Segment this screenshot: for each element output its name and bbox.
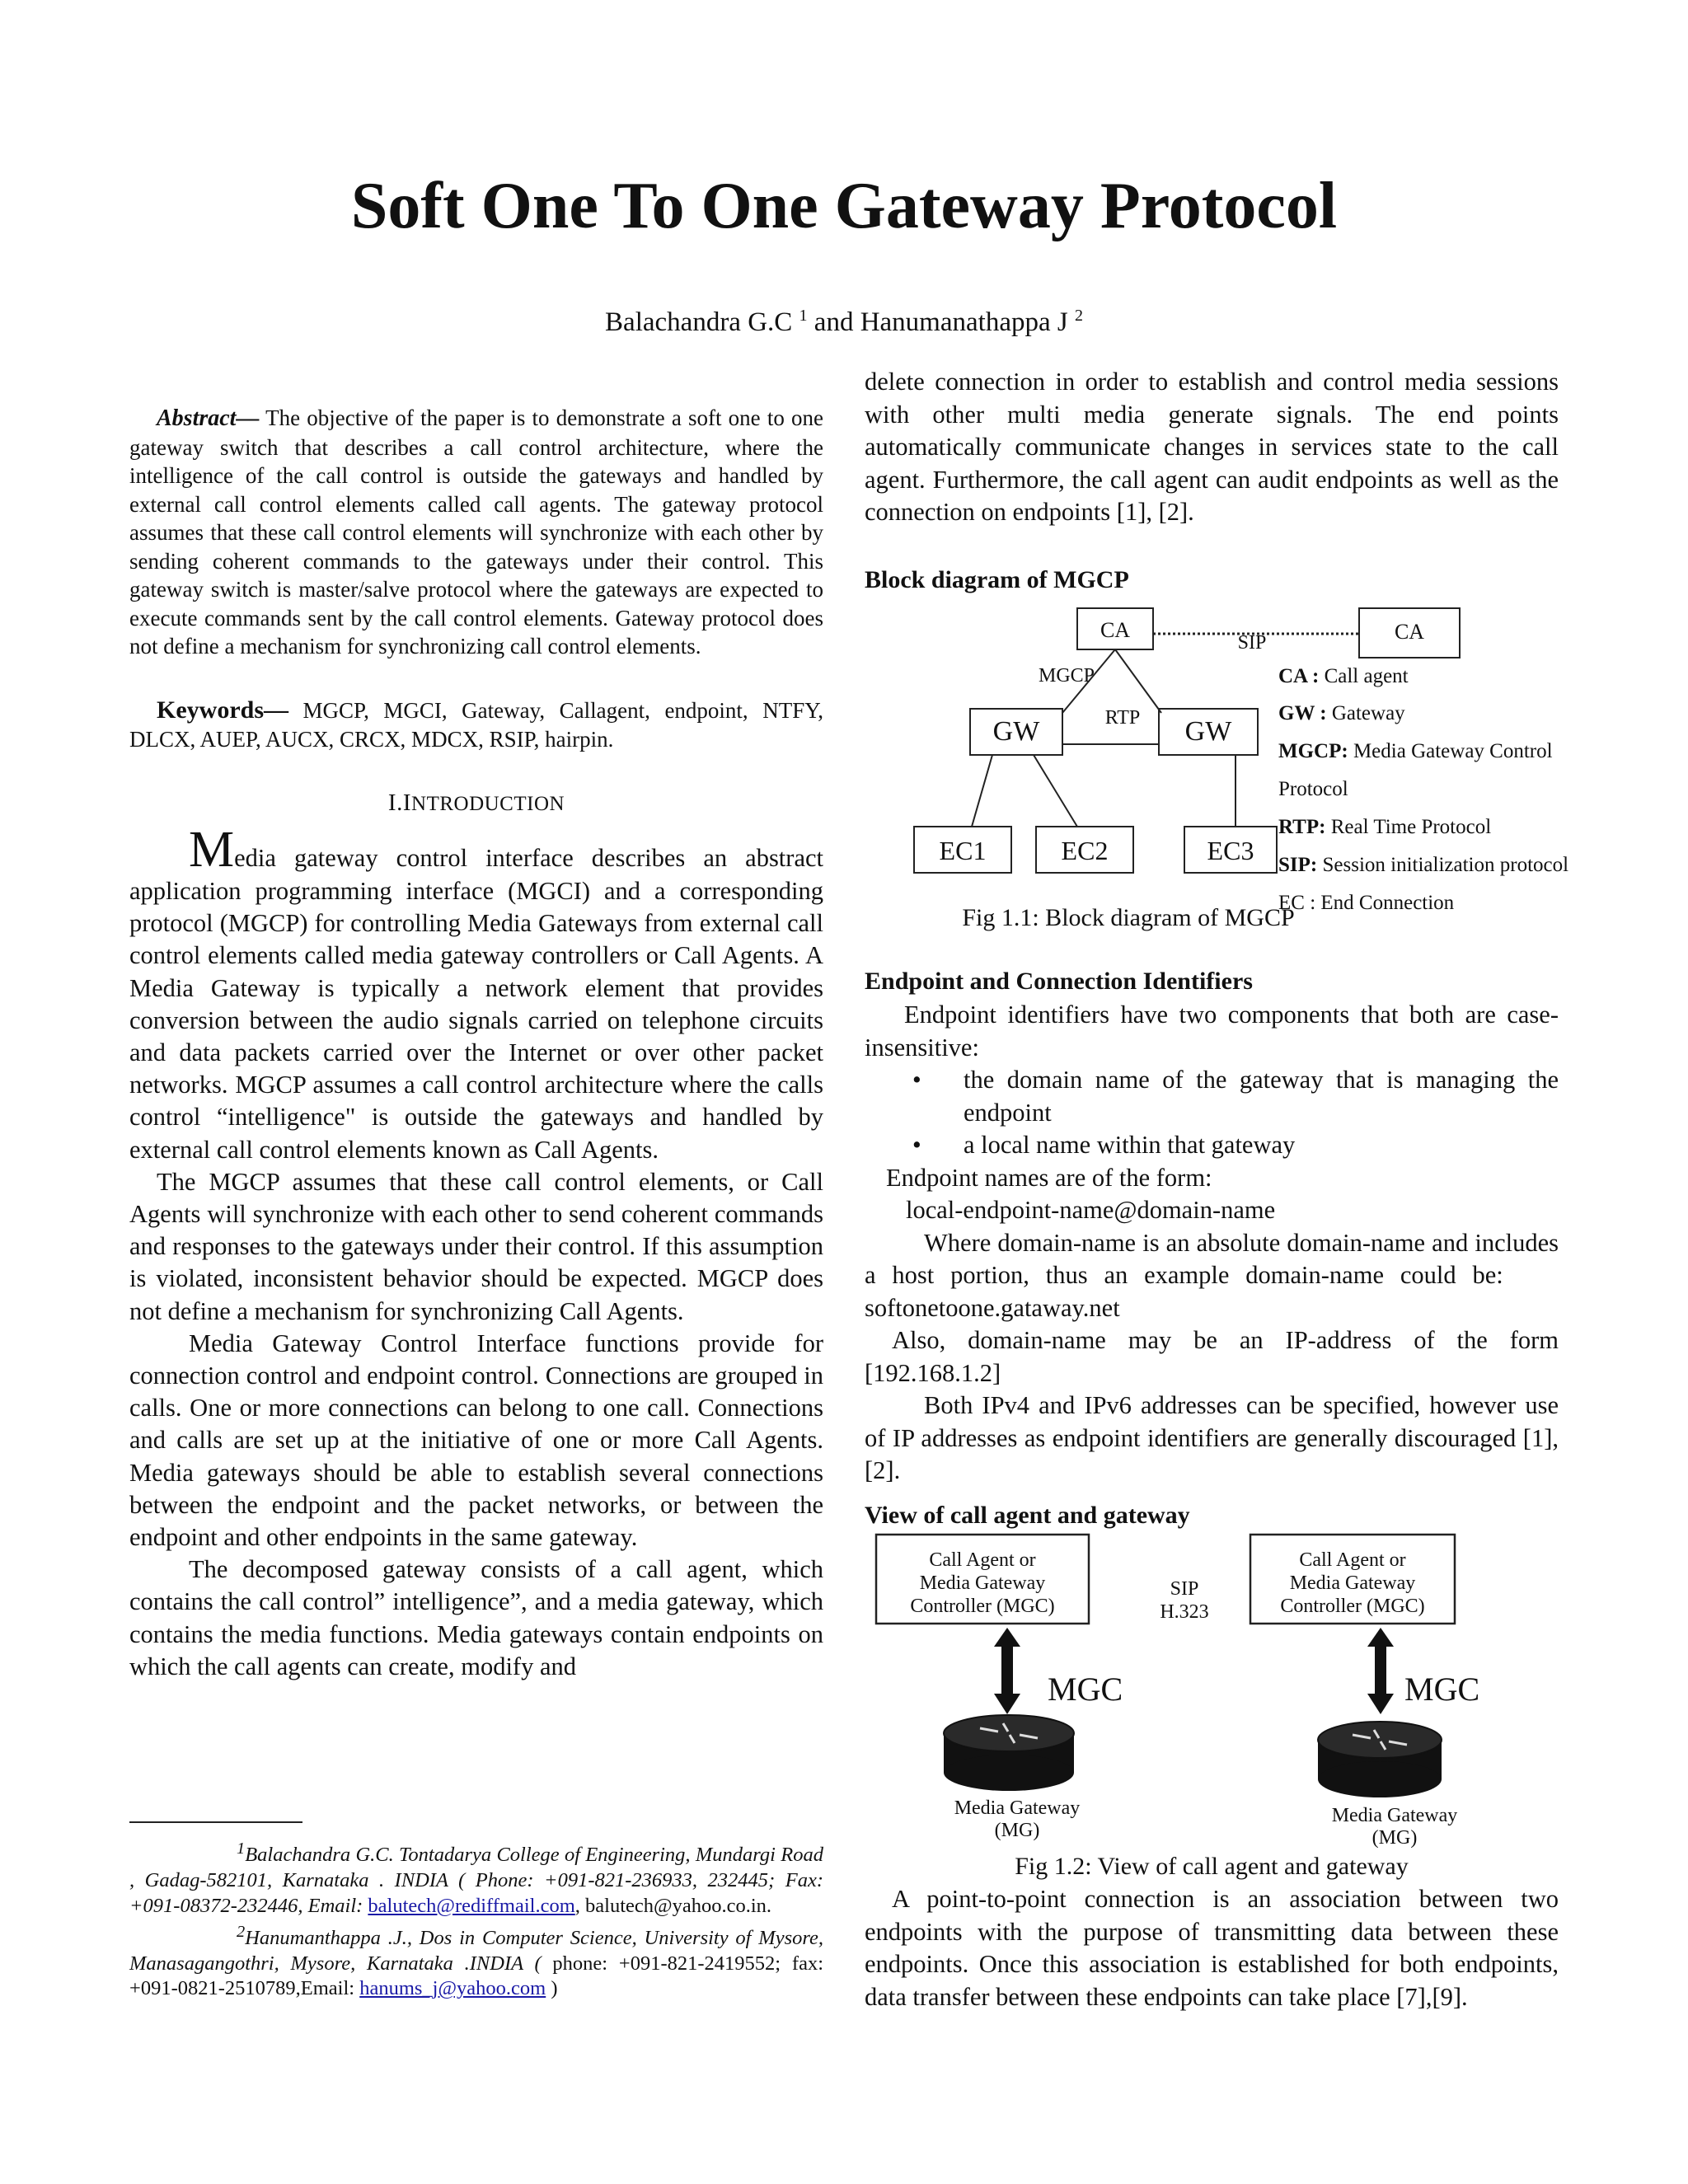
author-and: and bbox=[814, 307, 854, 337]
footnote-1 bbox=[129, 1836, 823, 1919]
arrow-left-down bbox=[994, 1694, 1020, 1714]
legend-ca-key: CA : bbox=[1278, 665, 1320, 687]
footnote-1-email-link[interactable]: balutech@rediffmail.com bbox=[368, 1894, 575, 1917]
arrow-right-down bbox=[1367, 1694, 1394, 1714]
mgc-right-line-1: Call Agent or bbox=[1299, 1549, 1406, 1571]
footnote-2-text: Hanumanthappa .J., Dos in Computer Science, University of Mysore, Manasagangothri, Mysore, Karnataka .INDIA ( bbox=[129, 1926, 823, 1975]
legend-gw-key: GW : bbox=[1278, 702, 1327, 724]
gw-right-label: GW bbox=[1184, 716, 1232, 747]
mgc-right-line-3: Controller (MGC) bbox=[1280, 1596, 1425, 1617]
rtp-label: RTP bbox=[1104, 707, 1141, 729]
block-diagram-heading: Block diagram of MGCP bbox=[865, 566, 1129, 593]
ca-right-label: CA bbox=[1394, 620, 1425, 644]
footnote-2-end: ) bbox=[551, 1977, 558, 2000]
intro-paragraph-3: Media Gateway Control Interface functions provide for connection control and endpoint control. Connections are grouped in calls. One or more connections can belong to one call. Connections and calls are set up at the initiative of one or more Call Agents. Media gateways should be able to establish several connections between the endpoint and the packet networks, or between the endpoint and other endpoints in the same gateway. bbox=[129, 1329, 823, 1552]
sip-label: SIP bbox=[1237, 632, 1267, 654]
footnote-2-sup: 2 bbox=[237, 1922, 246, 1941]
continued-paragraph: delete connection in order to establish and control media sessions with other multi media generate signals. The end points automatically communicate changes in services state to the call agent. Furthermore, the call agent can audit endpoints as well as the connection on endpoints [1], [2]. bbox=[865, 368, 1559, 526]
legend-ca bbox=[1278, 665, 1409, 687]
ec3-label: EC3 bbox=[1207, 836, 1254, 865]
mg-left-line-2: (MG) bbox=[994, 1820, 1040, 1841]
intro-paragraph-4: The decomposed gateway consists of a call agent, which contains the call control” intelligence”, and a media gateway, which contains the media functions. Media gateways contain endpoints on which the call agents can create, modify and bbox=[129, 1555, 823, 1680]
footnote-rule bbox=[129, 1821, 302, 1823]
keywords bbox=[129, 696, 823, 753]
footnote-2-email-link[interactable]: hanums_j@yahoo.com bbox=[359, 1977, 546, 2000]
legend-rtp bbox=[1278, 816, 1491, 838]
legend-gw-value: Gateway bbox=[1331, 702, 1405, 724]
section-heading-first: I bbox=[387, 790, 397, 816]
router-icon-right bbox=[1318, 1722, 1442, 1797]
endpoint-heading: Endpoint and Connection Identifiers bbox=[865, 968, 1253, 995]
mgc-right-line-2: Media Gateway bbox=[1289, 1572, 1416, 1594]
mg-left-line-1: Media Gateway bbox=[954, 1797, 1081, 1819]
ca-left-label: CA bbox=[1100, 618, 1131, 642]
arrow-right-shaft bbox=[1375, 1644, 1386, 1695]
ec2-label: EC2 bbox=[1061, 836, 1109, 865]
author-line bbox=[0, 307, 1688, 338]
intro-paragraph-2: The MGCP assumes that these call control elements, or Call Agents will synchronize with each other to send coherent commands and responses to the gateways under their control. If this assumption is violated, inconsistent behavior should be expected. MGCP does not define a mechanism for synchronizing Call Agents. bbox=[129, 1167, 823, 1325]
legend-ca-value: Call agent bbox=[1324, 665, 1409, 687]
legend-mgcp-key: MGCP: bbox=[1278, 740, 1348, 762]
ep-p2-example: softonetoone.gataway.net bbox=[865, 1293, 1120, 1322]
mgc-left-line-1: Call Agent or bbox=[929, 1549, 1036, 1571]
legend-sip-value: Session initialization protocol bbox=[1322, 854, 1569, 876]
block-diagram-figure bbox=[865, 598, 1688, 919]
abstract bbox=[129, 404, 823, 661]
arrow-right-up bbox=[1367, 1628, 1394, 1647]
gw-ec1-line bbox=[972, 755, 992, 827]
section-heading-initial: I bbox=[402, 790, 412, 816]
ep-bullet-2: • a local name within that gateway bbox=[865, 1129, 1559, 1162]
ep-form: Endpoint names are of the form: bbox=[886, 1163, 1212, 1192]
intro-p1-text: edia gateway control interface describes an abstract application programming interface (MGCI) and a corresponding protocol (MGCP) for controlling Media Gateways from external call control elements called media gateway controllers or Call Agents. A Media Gateway is typically a network element that provides conversion between the audio signals carried on telephone circuits and data packets carried over the Internet or over other packet networks. MGCP assumes a call control architecture where the calls control “intelligence" is outside the gateways and handled by external call control elements known as Call Agents. bbox=[129, 844, 823, 1164]
view-heading: View of call agent and gateway bbox=[865, 1502, 1190, 1529]
ep-paragraph-3: Also, domain-name may be an IP-address of the form [192.168.1.2] bbox=[865, 1326, 1559, 1387]
mgc-left-line-3: Controller (MGC) bbox=[910, 1596, 1055, 1617]
gw-left-label: GW bbox=[992, 716, 1040, 747]
drop-cap: M bbox=[189, 822, 235, 878]
ep-paragraph-2 bbox=[865, 1227, 1559, 1325]
mgc-left-line-2: Media Gateway bbox=[919, 1572, 1046, 1594]
legend-gw bbox=[1278, 702, 1405, 724]
section-heading-introduction: I.INTRODUCTION bbox=[387, 790, 565, 816]
legend-rtp-value: Real Time Protocol bbox=[1330, 816, 1492, 838]
ep-p2-text: Where domain-name is an absolute domain-name and includes a host portion, thus an example domain-name could be: bbox=[865, 1228, 1559, 1289]
mg-right-line-1: Media Gateway bbox=[1331, 1805, 1458, 1826]
footnote-2-contact: phone: +091-821-2419552; fax: +091-0821-2510789,Email: bbox=[129, 1952, 824, 2000]
legend-mgcp bbox=[1278, 740, 1553, 762]
footnote-1-email-2: , balutech@yahoo.co.in. bbox=[574, 1894, 772, 1917]
protocol-h323: H.323 bbox=[1160, 1601, 1209, 1623]
mg-right-line-2: (MG) bbox=[1372, 1827, 1418, 1849]
footnote-2 bbox=[129, 1919, 823, 2003]
call-agent-gateway-figure bbox=[865, 1529, 1559, 1858]
legend-sip bbox=[1278, 854, 1568, 876]
keywords-text: MGCP, MGCI, Gateway, Callagent, endpoint, NTFY, DLCX, AUEP, AUCX, CRCX, MDCX, RSIP, hairpin. bbox=[129, 698, 823, 752]
legend-rtp-key: RTP: bbox=[1278, 816, 1326, 838]
ec1-label: EC1 bbox=[939, 836, 987, 865]
mgc-label-right: MGC bbox=[1404, 1671, 1480, 1708]
router-icon-left bbox=[944, 1715, 1074, 1791]
fig2-caption: Fig 1.2: View of call agent and gateway bbox=[1015, 1853, 1409, 1880]
ep-paragraph-1: Endpoint identifiers have two components that both are case- insensitive: bbox=[865, 1001, 1559, 1062]
mgcp-label: MGCP bbox=[1038, 665, 1095, 687]
author-2-sup: 2 bbox=[1074, 307, 1083, 325]
ep-form-example: local-endpoint-name@domain-name bbox=[906, 1196, 1276, 1224]
intro-paragraph-1 bbox=[129, 824, 823, 1166]
author-2: Hanumanathappa J bbox=[860, 307, 1068, 337]
abstract-text: The objective of the paper is to demonstrate a soft one to one gateway switch that describes a call control architecture, where the intelligence of the call control is outside the gateways and handled by external call control elements called call agents. The gateway protocol assumes that these call control elements will synchronize with each other by sending coherent commands to the gateways under their control. This gateway switch is master/salve protocol where the gateways are expected to execute commands sent by the call control elements. Gateway protocol does not define a mechanism for synchronizing call control elements. bbox=[129, 405, 823, 658]
gw-ec2-line bbox=[1034, 755, 1077, 827]
legend-ec-value: End Connection bbox=[1320, 892, 1455, 914]
fig1-caption: Fig 1.1: Block diagram of MGCP bbox=[962, 904, 1295, 931]
ep-paragraph-4: Both IPv4 and IPv6 addresses can be specified, however use of IP addresses as endpoint identifiers are generally discouraged [1], [2]. bbox=[865, 1391, 1559, 1484]
legend-sip-key: SIP: bbox=[1278, 854, 1318, 876]
endpoint-section bbox=[865, 999, 1559, 1488]
footnotes bbox=[129, 1836, 823, 2002]
ep-bullet-list bbox=[865, 1064, 1559, 1162]
protocol-sip: SIP bbox=[1170, 1578, 1199, 1600]
author-1: Balachandra G.C bbox=[605, 307, 793, 337]
legend-mgcp-value: Media Gateway Control bbox=[1353, 740, 1553, 762]
ca-gw-right-line bbox=[1115, 649, 1161, 713]
keywords-label: Keywords— bbox=[157, 696, 288, 724]
legend-ec-key: EC : bbox=[1278, 892, 1316, 914]
section-heading-rest: NTRODUCTION bbox=[411, 793, 565, 815]
mgc-label-left: MGC bbox=[1048, 1671, 1123, 1708]
footnote-1-sup: 1 bbox=[237, 1840, 246, 1858]
arrow-left-up bbox=[994, 1628, 1020, 1647]
arrow-left-shaft bbox=[1001, 1644, 1013, 1695]
ep-bullet-1: • the domain name of the gateway that is managing the endpoint bbox=[865, 1064, 1559, 1129]
author-1-sup: 1 bbox=[799, 307, 808, 325]
paper-title: Soft One To One Gateway Protocol bbox=[350, 170, 1338, 242]
legend-protocol: Protocol bbox=[1278, 778, 1348, 800]
intro-body bbox=[129, 824, 823, 1683]
point-to-point-paragraph: A point-to-point connection is an association between two endpoints with the purpose of transmitting data between these endpoints. Once this association is established for both endpoints, data transfer between these endpoints can take place [7],[9]. bbox=[865, 1885, 1559, 2011]
footnote-1-text: Balachandra G.C. Tontadarya College of Engineering, Mundargi Road , Gadag-582101, Karnataka . INDIA ( Phone: +091-821-236933, 232445; Fax: +091-08372-232446, Email: bbox=[129, 1844, 823, 1917]
abstract-label: Abstract— bbox=[157, 405, 260, 431]
